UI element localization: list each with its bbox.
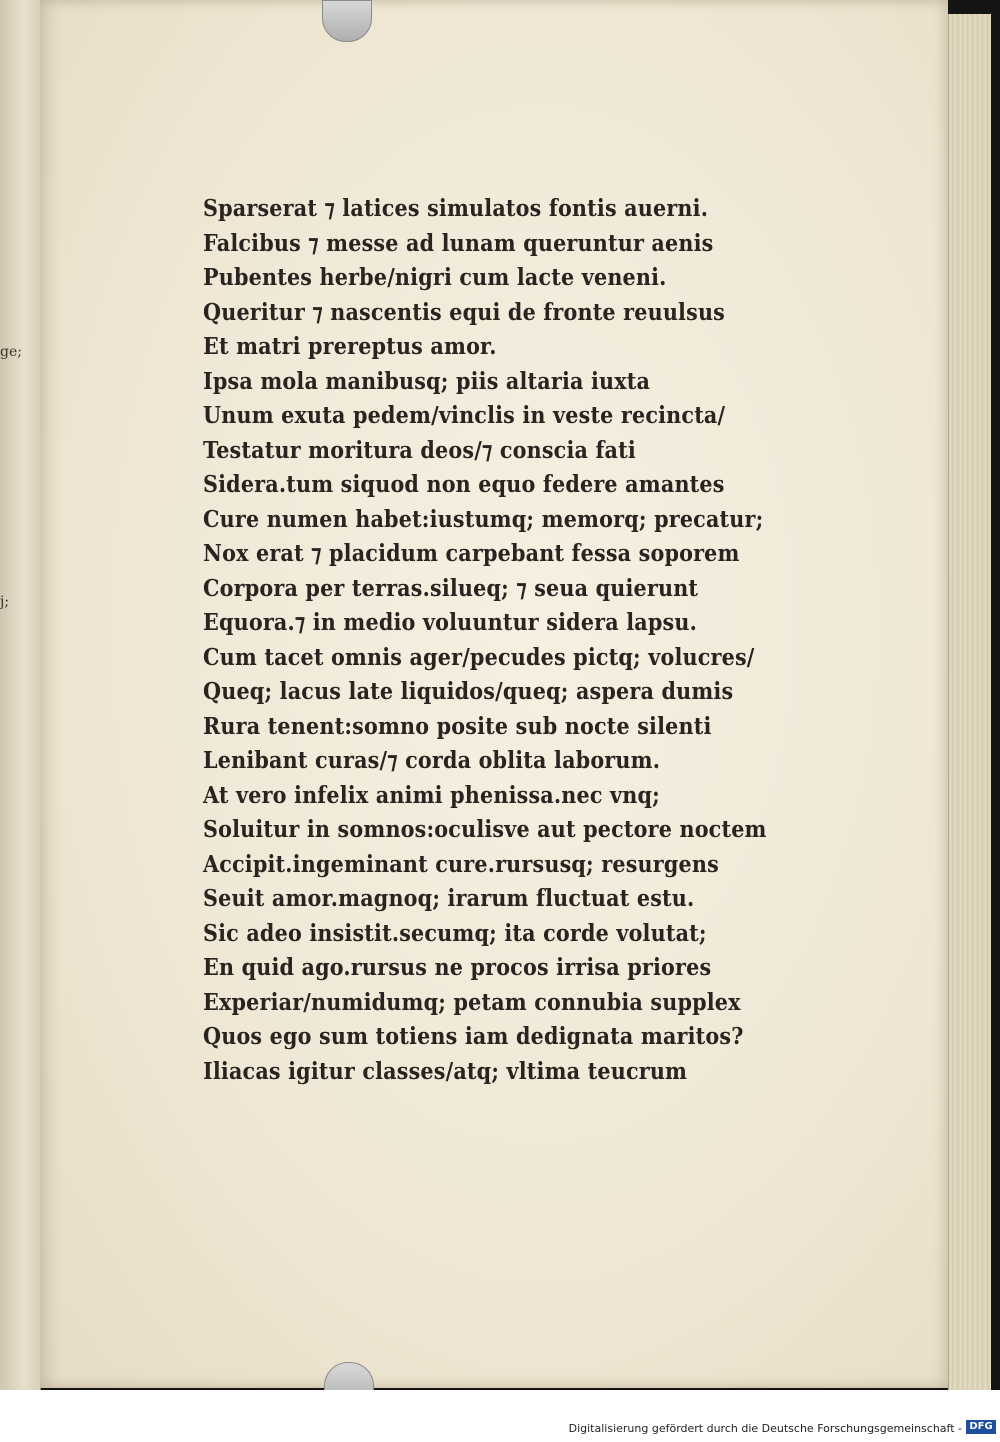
verse-line: Queritur ⁊ nascentis equi de fronte reuulsus [203, 298, 726, 326]
left-leaf-mark: ge; [0, 344, 22, 360]
verse-line: Testatur moritura deos/⁊ conscia fati [203, 436, 636, 464]
verse-line: Rura tenent:somno posite sub nocte silenti [203, 712, 712, 740]
verse-line: Et matri prereptus amor. [203, 333, 497, 360]
verse-line: Pubentes herbe/nigri cum lacte veneni. [203, 264, 667, 291]
verse-line: Lenibant curas/⁊ corda oblita laborum. [203, 747, 661, 774]
verse-line: Sidera.tum siquod non equo federe amantes [203, 471, 725, 498]
left-page-edge [0, 0, 41, 1390]
verse-line: Queq; lacus late liquidos/queq; aspera dumis [203, 678, 734, 705]
verse-line: Corpora per terras.silueq; ⁊ seua quierunt [203, 574, 699, 602]
verse-line: At vero infelix animi phenissa.nec vnq; [203, 781, 660, 809]
verse-line: Unum exuta pedem/vinclis in veste recincta/ [203, 402, 726, 429]
dfg-logo[interactable]: DFG [966, 1420, 996, 1434]
verse-line: Quos ego sum totiens iam dedignata maritos? [203, 1023, 744, 1050]
verse-line: Ipsa mola manibusq; piis altaria iuxta [203, 367, 651, 395]
verse-line: Nox erat ⁊ placidum carpebant fessa soporem [203, 540, 740, 567]
verse-line: Sparserat ⁊ latices simulatos fontis auerni. [203, 195, 709, 222]
verse-line: Sic adeo insistit.secumq; ita corde volutat; [203, 919, 707, 947]
page-edges [948, 14, 991, 1390]
verse-line: Experiar/numidumq; petam connubia supplex [203, 988, 741, 1016]
verse-line: Equora.⁊ in medio voluuntur sidera lapsu. [203, 609, 697, 636]
verse-line: Falcibus ⁊ messe ad lunam queruntur aenis [203, 229, 714, 257]
verse-line: Accipit.ingeminant cure.rursusq; resurgens [203, 850, 719, 878]
funding-credit: Digitalisierung gefördert durch die Deutsche Forschungsgemeinschaft - [568, 1422, 962, 1435]
verse-line: Iliacas igitur classes/atq; vltima teucrum [203, 1057, 688, 1085]
verse-line: Soluitur in somnos:oculisve aut pectore noctem [203, 816, 767, 843]
left-leaf-mark: j; [0, 594, 10, 610]
footer-bar [0, 1390, 1000, 1442]
verse-line: Seuit amor.magnoq; irarum fluctuat estu. [203, 885, 695, 912]
verse-line: Cure numen habet:iustumq; memorq; precatur; [203, 505, 764, 533]
verse-text-block [203, 192, 767, 1089]
verse-line: En quid ago.rursus ne procos irrisa priores [203, 954, 712, 981]
verse-line: Cum tacet omnis ager/pecudes pictq; volucres/ [203, 643, 755, 671]
